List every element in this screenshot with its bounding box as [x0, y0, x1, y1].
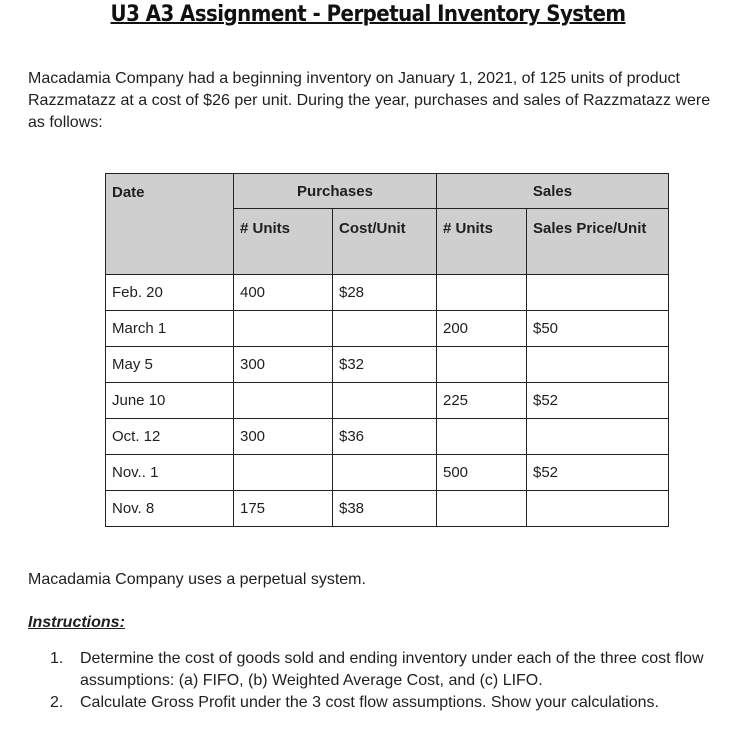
- table-row: [106, 491, 669, 527]
- list-item: [50, 648, 730, 692]
- sales-units-header: # Units: [437, 209, 527, 275]
- date-cell: June 10: [106, 383, 234, 419]
- purchase-units-cell: [234, 383, 333, 419]
- purchase-units-header: # Units: [234, 209, 333, 275]
- purchase-cost-cell: $38: [333, 491, 437, 527]
- sales-units-cell: [437, 347, 527, 383]
- sales-units-cell: 200: [437, 311, 527, 347]
- purchases-header: Purchases: [234, 174, 437, 209]
- sales-price-cell: $52: [527, 383, 669, 419]
- purchase-cost-cell: $28: [333, 275, 437, 311]
- sales-units-cell: [437, 419, 527, 455]
- table-row: [106, 455, 669, 491]
- date-cell: May 5: [106, 347, 234, 383]
- purchase-units-cell: [234, 455, 333, 491]
- purchase-cost-cell: [333, 455, 437, 491]
- sales-price-cell: [527, 347, 669, 383]
- purchase-cost-cell: [333, 383, 437, 419]
- sales-units-cell: 500: [437, 455, 527, 491]
- list-number: 1.: [50, 650, 64, 667]
- date-cell: Feb. 20: [106, 275, 234, 311]
- sales-price-cell: [527, 275, 669, 311]
- sales-units-cell: 225: [437, 383, 527, 419]
- table-header-row: [106, 174, 669, 209]
- sales-price-cell: [527, 419, 669, 455]
- table-row: [106, 311, 669, 347]
- date-cell: Nov. 8: [106, 491, 234, 527]
- purchase-units-cell: [234, 311, 333, 347]
- purchase-cost-cell: [333, 311, 437, 347]
- instructions-heading: Instructions:: [28, 614, 125, 631]
- system-note: Macadamia Company uses a perpetual system.: [28, 571, 366, 588]
- date-header: Date: [106, 174, 234, 275]
- date-cell: Nov.. 1: [106, 455, 234, 491]
- instructions-list: [50, 648, 730, 714]
- page-title: U3 A3 Assignment - Perpetual Inventory System: [110, 2, 626, 27]
- date-cell: Oct. 12: [106, 419, 234, 455]
- list-text: Determine the cost of goods sold and ending inventory under each of the three cost flow assumptions: (a) FIFO, (b) Weighted Average Cost, and (c) LIFO.: [80, 650, 704, 689]
- purchase-units-cell: 300: [234, 347, 333, 383]
- list-item: [50, 692, 730, 714]
- purchase-cost-header: Cost/Unit: [333, 209, 437, 275]
- purchase-units-cell: 300: [234, 419, 333, 455]
- sales-units-cell: [437, 491, 527, 527]
- table-row: [106, 347, 669, 383]
- inventory-table: [105, 173, 669, 527]
- table-row: [106, 275, 669, 311]
- table-row: [106, 383, 669, 419]
- sales-price-cell: $50: [527, 311, 669, 347]
- purchase-units-cell: 175: [234, 491, 333, 527]
- sales-price-header: Sales Price/Unit: [527, 209, 669, 275]
- sales-price-cell: [527, 491, 669, 527]
- list-number: 2.: [50, 694, 64, 711]
- purchase-cost-cell: $36: [333, 419, 437, 455]
- sales-header: Sales: [437, 174, 669, 209]
- intro-paragraph: Macadamia Company had a beginning inventory on January 1, 2021, of 125 units of product Razzmatazz at a cost of $26 per unit. During the year, purchases and sales of Razzmatazz were as follows:: [28, 70, 711, 131]
- purchase-units-cell: 400: [234, 275, 333, 311]
- sales-units-cell: [437, 275, 527, 311]
- date-cell: March 1: [106, 311, 234, 347]
- purchase-cost-cell: $32: [333, 347, 437, 383]
- table-row: [106, 419, 669, 455]
- list-text: Calculate Gross Profit under the 3 cost flow assumptions. Show your calculations.: [80, 694, 659, 711]
- sales-price-cell: $52: [527, 455, 669, 491]
